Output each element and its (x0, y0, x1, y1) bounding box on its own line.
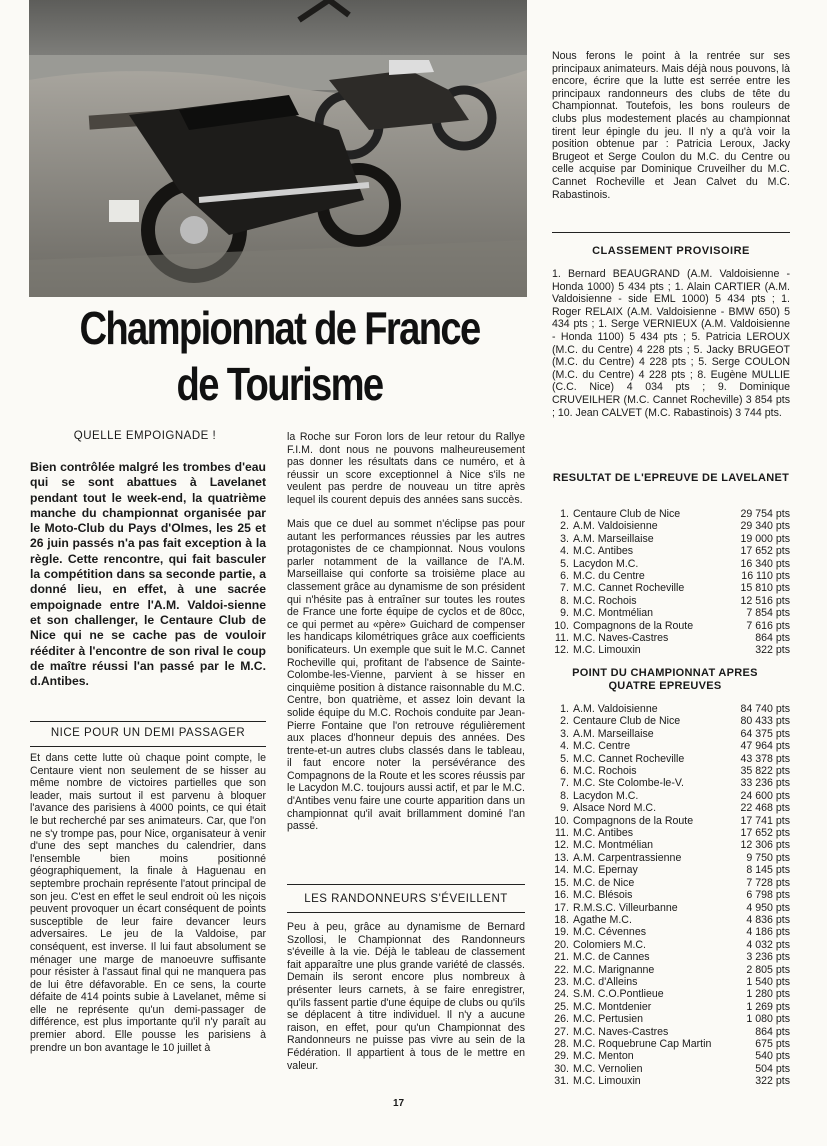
table-row (552, 976, 790, 988)
club-cell: M.C. Naves-Castres (573, 632, 669, 645)
points-cell: 29 754 pts (740, 508, 790, 520)
rank-cell: 20. (554, 938, 569, 951)
table-row (552, 988, 790, 1000)
table-row (552, 558, 790, 570)
rank-cell: 11. (555, 827, 569, 840)
club-cell: M.C. Montdenier (573, 1000, 652, 1013)
table-row (552, 802, 790, 814)
table-row (552, 1013, 790, 1025)
points-cell: 2 805 pts (746, 963, 790, 976)
rank-cell: 2. (560, 715, 569, 728)
points-cell: 84 740 pts (740, 703, 790, 715)
points-cell: 7 854 pts (746, 607, 790, 620)
section-title-empoignade: QUELLE EMPOIGNADE ! (73, 430, 217, 442)
table-row (552, 1038, 790, 1050)
table-row (552, 914, 790, 926)
club-cell: M.C. Cannet Rocheville (573, 752, 685, 765)
rank-cell: 5. (560, 557, 569, 570)
club-cell: Compagnons de la Route (573, 619, 694, 632)
rank-cell: 8. (560, 789, 569, 802)
club-cell: M.C. Ste Colombe-le-V. (573, 777, 684, 790)
body-text-col1: Et dans cette lutte où chaque point compte, le Centaure vient non seulement de se hisser au même nombre de victoires partielles que son leader, mais surtout il est parvenu à bloquer l'avance des parisiens à 4000 points, ce qui était le but recherché par ses animateurs. Car, que l'on ne s'y trompe pas, pour Nice, organisateur à venir d'une des sept manches du calendrier, dans l'ensemble bien moins positionné géographiquement, la finale à Haguenau en septembre prochain représente l'atout principal de son jeu. C'est en effet le seul endroit où les niçois peuvent provoquer un écart conséquent de points susceptible de leur faire devancer leurs adversaires. Le jeu de la Valdoise, par conséquent, est inverse. Il lui faut absolument se ménager une marge de manoeuvre suffisante pour résister à l'assaut final qui ne manquera pas de lui être défavorable. En ce sens, la courte défaite de 414 points subie à Lavelanet, même si elle ne représente qu'un demi-passager de différence, est plus importante qu'il n'y paraît au premier abord. Elle pousse les parisiens à prendre un bon avantage le 10 juillet à (30, 752, 266, 1054)
rank-cell: 8. (560, 594, 569, 607)
table-row (552, 1063, 790, 1075)
resultat-title: RESULTAT DE L'EPREUVE DE LAVELANET (552, 472, 790, 484)
rank-cell: 6. (560, 765, 569, 778)
club-cell: M.C. d'Alleins (573, 975, 638, 988)
rank-cell: 17. (554, 901, 569, 914)
table-row (552, 889, 790, 901)
rank-cell: 19. (554, 926, 569, 939)
club-cell: M.C. Limouxin (573, 644, 641, 657)
points-cell: 7 728 pts (746, 876, 790, 889)
points-cell: 504 pts (755, 1062, 790, 1075)
club-cell: M.C. Rochois (573, 594, 637, 607)
points-cell: 1 280 pts (746, 988, 790, 1001)
points-cell: 1 540 pts (746, 975, 790, 988)
points-cell: 675 pts (755, 1037, 790, 1050)
rank-cell: 5. (560, 752, 569, 765)
club-cell: M.C. Montmélian (573, 839, 654, 852)
table-row (552, 740, 790, 752)
club-cell: M.C. Antibes (573, 545, 634, 558)
section-rule (30, 721, 266, 722)
resultat-table (552, 508, 790, 657)
rank-cell: 11. (555, 632, 569, 645)
club-cell: Compagnons de la Route (573, 814, 694, 827)
points-cell: 864 pts (755, 1025, 790, 1038)
points-cell: 17 741 pts (740, 814, 790, 827)
points-cell: 322 pts (755, 644, 790, 657)
rank-cell: 21. (554, 951, 569, 964)
rank-cell: 9. (560, 607, 569, 620)
club-cell: Agathe M.C. (573, 913, 632, 926)
table-row (552, 595, 790, 607)
table-row (552, 790, 790, 802)
rank-cell: 22. (554, 963, 569, 976)
rank-cell: 24. (554, 988, 569, 1001)
rank-cell: 29. (554, 1050, 569, 1063)
club-cell: M.C. Pertusien (573, 1013, 644, 1026)
points-cell: 322 pts (755, 1075, 790, 1088)
points-cell: 17 652 pts (740, 545, 790, 558)
rank-cell: 1. (560, 703, 569, 715)
rank-cell: 10. (554, 814, 569, 827)
table-row (552, 632, 790, 644)
points-cell: 864 pts (755, 632, 790, 645)
table-row (552, 508, 790, 520)
table-row (552, 644, 790, 656)
club-cell: A.M. Carpentrassienne (573, 851, 682, 864)
club-cell: M.C. Marignanne (573, 963, 655, 976)
motorcycle-photo (29, 0, 527, 297)
points-cell: 3 236 pts (746, 951, 790, 964)
table-row (552, 864, 790, 876)
table-row (552, 545, 790, 557)
table-row (552, 939, 790, 951)
club-cell: M.C. Roquebrune Cap Martin (573, 1037, 712, 1050)
club-cell: S.M. C.O.Pontlieue (573, 988, 664, 1001)
rank-cell: 14. (554, 864, 569, 877)
table-row (552, 703, 790, 715)
point-table (552, 703, 790, 1088)
rank-cell: 4. (560, 740, 569, 753)
club-cell: Centaure Club de Nice (573, 508, 681, 520)
points-cell: 7 616 pts (746, 619, 790, 632)
club-cell: M.C. Naves-Castres (573, 1025, 669, 1038)
table-row (552, 839, 790, 851)
points-cell: 15 810 pts (740, 582, 790, 595)
points-cell: 47 964 pts (740, 740, 790, 753)
points-cell: 80 433 pts (740, 715, 790, 728)
rank-cell: 9. (560, 802, 569, 815)
club-cell: M.C. Antibes (573, 827, 634, 840)
table-row (552, 728, 790, 740)
points-cell: 16 340 pts (740, 557, 790, 570)
table-row (552, 1001, 790, 1013)
points-cell: 19 000 pts (740, 532, 790, 545)
rank-cell: 12. (554, 839, 569, 852)
points-cell: 4 186 pts (746, 926, 790, 939)
section-title-demi-passager: NICE POUR UN DEMI PASSAGER (50, 727, 246, 739)
rank-cell: 7. (560, 777, 569, 790)
club-cell: M.C. Cévennes (573, 926, 647, 939)
rank-cell: 25. (554, 1000, 569, 1013)
table-row (552, 852, 790, 864)
rank-cell: 16. (554, 889, 569, 902)
points-cell: 4 950 pts (746, 901, 790, 914)
table-row (552, 1075, 790, 1087)
points-cell: 43 378 pts (740, 752, 790, 765)
table-row (552, 951, 790, 963)
headline-line-2: de Tourisme (176, 358, 383, 410)
table-row (552, 815, 790, 827)
classement-text: 1. Bernard BEAUGRAND (A.M. Valdoisienne - Honda 1000) 5 434 pts ; 1. Alain CARTIER (A.M. Valdoisienne - side EML 1000) 5 434 pts ; 1. Roger RELAIX (A.M. Valdoisienne - BMW 650) 5 434 pts ; 1. Serge VERNIEUX (A.M. Valdoisienne - Honda 1100) 5 434 pts ; 5. Patricia LEROUX (M.C. du Centre) 4 228 pts ; 5. Jacky BRUGEOT (M.C. du Centre) 4 228 pts ; 5. Serge COULON (M.C. du Centre) 4 228 pts ; 8. Eugène MULLIE (C.C. Nice) 4 034 pts ; 9. Dominique CRUVEILHER (M.C. Cannet Rocheville) 3 854 pts ; 10. Jean CALVET (M.C. Rabastinois) 3 744 pts. (552, 268, 790, 419)
club-cell: R.M.S.C. Villeurbanne (573, 901, 678, 914)
table-row (552, 715, 790, 727)
table-row (552, 877, 790, 889)
rank-cell: 6. (560, 570, 569, 583)
body-text-col2-part1: la Roche sur Foron lors de leur retour du Rallye F.I.M. dont nous ne pouvons malheureusement pas donner les résultats dans ce numéro, et à réussir un score exceptionnel à Nice s'ils ne veulent pas perdre de nouveau un titre après lequel ils courent depuis des années sans succès. (287, 431, 525, 506)
table-row (552, 765, 790, 777)
club-cell: M.C. Epernay (573, 864, 638, 877)
table-row (552, 964, 790, 976)
headline-line-1: Championnat de France (79, 302, 480, 354)
rank-cell: 31. (554, 1075, 569, 1088)
table-row (552, 533, 790, 545)
club-cell: M.C. Cannet Rocheville (573, 582, 685, 595)
club-cell: M.C. de Nice (573, 876, 635, 889)
club-cell: A.M. Valdoisienne (573, 520, 658, 533)
club-cell: Colomiers M.C. (573, 938, 646, 951)
table-row (552, 582, 790, 594)
rank-cell: 2. (560, 520, 569, 533)
table-row (552, 902, 790, 914)
table-row (552, 753, 790, 765)
rank-cell: 1. (560, 508, 569, 520)
classement-title: CLASSEMENT PROVISOIRE (592, 245, 750, 257)
rank-cell: 13. (554, 851, 569, 864)
table-row (552, 1026, 790, 1038)
rank-cell: 7. (560, 582, 569, 595)
points-cell: 1 080 pts (746, 1013, 790, 1026)
section-rule (287, 884, 525, 885)
rank-cell: 3. (560, 727, 569, 740)
club-cell: Centaure Club de Nice (573, 715, 681, 728)
motorcycles-illustration (29, 0, 527, 297)
points-cell: 1 269 pts (746, 1000, 790, 1013)
rank-cell: 28. (554, 1037, 569, 1050)
club-cell: M.C. de Cannes (573, 951, 650, 964)
club-cell: M.C. Blésois (573, 889, 633, 902)
points-cell: 4 836 pts (746, 913, 790, 926)
rank-cell: 15. (554, 876, 569, 889)
table-row (552, 827, 790, 839)
rank-cell: 23. (554, 975, 569, 988)
table-row (552, 520, 790, 532)
points-cell: 33 236 pts (740, 777, 790, 790)
club-cell: Alsace Nord M.C. (573, 802, 657, 815)
page-number: 17 (393, 1098, 405, 1109)
points-cell: 9 750 pts (746, 851, 790, 864)
table-row (552, 607, 790, 619)
rank-cell: 10. (554, 619, 569, 632)
rank-cell: 3. (560, 532, 569, 545)
club-cell: M.C. Centre (573, 740, 631, 753)
club-cell: M.C. Menton (573, 1050, 634, 1063)
club-cell: M.C. Montmélian (573, 607, 654, 620)
rank-cell: 4. (560, 545, 569, 558)
points-cell: 4 032 pts (746, 938, 790, 951)
body-text-col2-part3: Peu à peu, grâce au dynamisme de Bernard Szollosi, le Championnat des Randonneurs s'éveille à la vie. Déjà le tableau de classement fait apparaître une plus grande variété de classés. Demain ils seront encore plus nombreux à présenter leurs carnets, à se faire enregistrer, qu'ils fassent partie d'une équipe de clubs ou qu'ils se déplacent à titre individuel. Il n'y a aucune raison, en effet, pour qu'un Championnat des Randonneurs ne puisse pas vivre au sein de la Fédération. Il appartient à tous de le mettre en valeur. (287, 921, 525, 1072)
table-row (552, 777, 790, 789)
club-cell: M.C. Limouxin (573, 1075, 641, 1088)
club-cell: A.M. Marseillaise (573, 532, 654, 545)
section-rule (30, 746, 266, 747)
points-cell: 17 652 pts (740, 827, 790, 840)
points-cell: 35 822 pts (740, 765, 790, 778)
points-cell: 12 306 pts (740, 839, 790, 852)
body-text-col3-intro: Nous ferons le point à la rentrée sur ses principaux animateurs. Mais déjà nous pouvons, là encore, écrire que la lutte est serrée entre les principaux randonneurs des clubs de tête du Championnat. Toutefois, les bons rouleurs de clubs plus modestement placés au championnat tirent leur épingle du jeu. Il n'y a qu'à voir la position obtenue par : Patricia Leroux, Jacky Brugeot et Serge Coulon du M.C. du Centre ou celle acquise par Dominique Cruveilher du M.C. Cannet Rocheville et Jean Calvet du M.C. Rabastinois. (552, 50, 790, 201)
club-cell: Lacydon M.C. (573, 557, 639, 570)
points-cell: 24 600 pts (740, 789, 790, 802)
club-cell: A.M. Marseillaise (573, 727, 654, 740)
table-row (552, 926, 790, 938)
body-text-col2-part2: Mais que ce duel au sommet n'éclipse pas pour autant les performances réussies par les autres protagonistes de ce championnat. Nous voulons parler notamment de la vaillance de l'A.M. Marseillaise qui conforte sa troisième place au classement grâce au dynamisme de son président qui n'hésite pas à entraîner sur toutes les routes de France une forte équipe de cyclos et de 80cc, ce qui permet au «père» Guichard de compenser les handicaps kilométriques grâce aux coefficients bonificateurs. Un exemple que suit le M.C. Cannet Rocheville qui, profitant de l'absence de Sainte-Colombe-les-Vienne, parvient à se hisser en cinquième position à distance raisonnable du M.C. Centre, bon quatrième, et assez loin devant la solide équipe du M.C. Rochois conduite par Jean-Pierre Fontaine que l'on retrouve régulièrement aux places d'honneur depuis des années. Des trente-et-un autres clubs classés dans le tableau, il faut encore noter la persévérance des Compagnons de la Route et les scores réussis par le Lacydon M.C. toujours aussi actif, et par le M.C. d'Antibes venu faire une courte apparition dans un championnat qu'il avait brillamment dominé l'an passé. (287, 518, 525, 833)
point-title: POINT DU CHAMPIONNAT APRES QUATRE EPREUVES (572, 667, 758, 692)
section-title-randonneurs: LES RANDONNEURS S'ÉVEILLENT (304, 893, 508, 905)
lead-paragraph: Bien contrôlée malgré les trombes d'eau qui se sont abattues à Lavelanet pendant tout le week-end, la quatrième manche du championnat organisée par le Moto-Club du Pays d'Olmes, les 25 et 26 juin passés n'a pas fait exception à la règle. Cette rencontre, qui fait basculer la compétition dans sa seconde partie, a donné lieu, en effet, à une sacrée empoignade entre l'A.M. Valdoi-sienne et son challenger, le Centaure Club de Nice qui ne se cache pas de vouloir rééditer à l'encontre de son rival le coup de maître réussi l'an passé par le M.C. d.Antibes. (30, 460, 266, 689)
article-headline (74, 300, 485, 412)
section-rule (552, 232, 790, 233)
club-cell: M.C. Vernolien (573, 1062, 643, 1075)
rank-cell: 18. (554, 913, 569, 926)
table-row (552, 1050, 790, 1062)
rank-cell: 27. (554, 1025, 569, 1038)
points-cell: 22 468 pts (740, 802, 790, 815)
section-rule (287, 912, 525, 913)
points-cell: 64 375 pts (740, 727, 790, 740)
table-row (552, 570, 790, 582)
club-cell: M.C. du Centre (573, 570, 645, 583)
rank-cell: 12. (554, 644, 569, 657)
points-cell: 540 pts (755, 1050, 790, 1063)
points-cell: 6 798 pts (746, 889, 790, 902)
table-row (552, 620, 790, 632)
points-cell: 8 145 pts (746, 864, 790, 877)
points-cell: 12 516 pts (740, 594, 790, 607)
club-cell: A.M. Valdoisienne (573, 703, 658, 715)
rank-cell: 26. (554, 1013, 569, 1026)
points-cell: 29 340 pts (740, 520, 790, 533)
rank-cell: 30. (554, 1062, 569, 1075)
points-cell: 16 110 pts (741, 570, 790, 583)
club-cell: Lacydon M.C. (573, 789, 639, 802)
club-cell: M.C. Rochois (573, 765, 637, 778)
